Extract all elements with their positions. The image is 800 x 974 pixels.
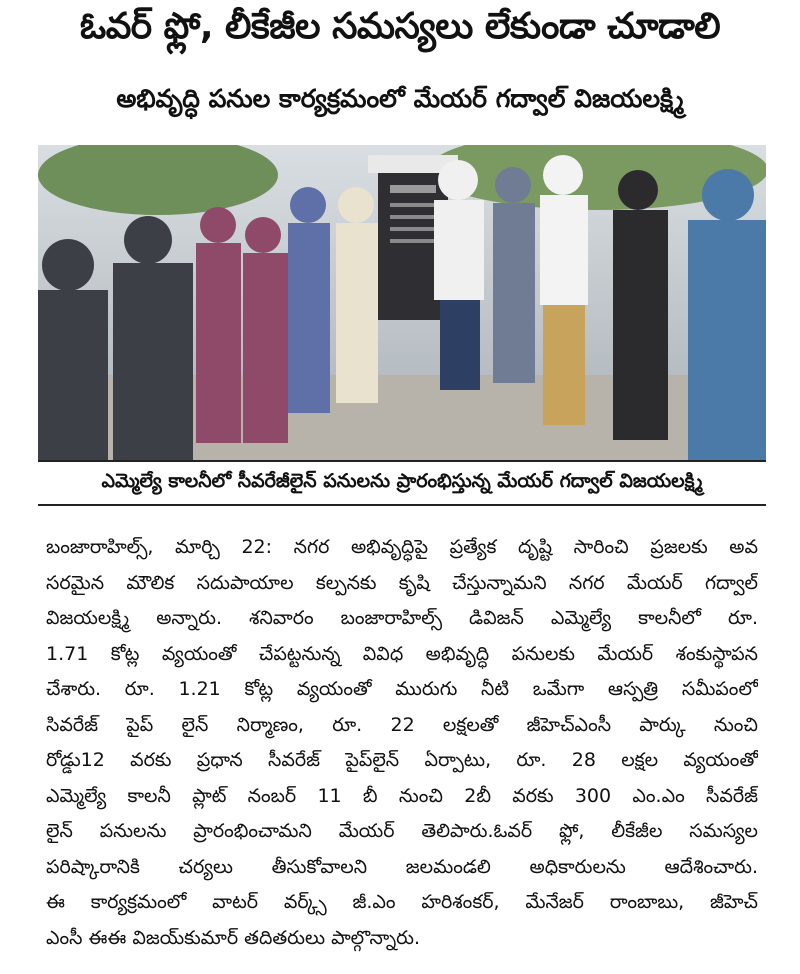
body-line: పరిష్కారానికి చర్యలు తీసుకోవాలని జలమండలి అధికారులను ఆదేశించారు.: [46, 855, 758, 878]
body-line: బంజారాహిల్స్, మార్చి 22: నగర అభివృద్ధిపై ప్రత్యేక దృష్టి సారించి ప్రజలకు అవ: [46, 536, 758, 558]
body-line: సరమైన మౌలిక సదుపాయాల కల్పనకు కృషి చేస్తున్నామని నగర మేయర్ గద్వాల్: [46, 571, 758, 594]
headline: ఓవర్ ఫ్లో, లీకేజీల సమస్యలు లేకుండా చూడాలి: [79, 6, 721, 47]
photo-caption: ఎమ్మెల్యే కాలనీలో సీవరేజీలైన్ పనులను ప్రారంభిస్తున్న మేయర్ గద్వాల్ విజయలక్ష్మి: [38, 460, 766, 506]
body-line: సివరేజ్ పైప్ లైన్ నిర్మాణం, రూ. 22 లక్షలతో జీహెచ్ఎంసీ పార్కు నుంచి: [46, 713, 758, 736]
body-line: ఎమ్మెల్యే కాలనీ ప్లాట్ నంబర్ 11 బీ నుంచి 2బీ వరకు 300 ఎం.ఎం సీవరేజ్: [46, 784, 758, 807]
body-line: ఈ కార్యక్రమంలో వాటర్ వర్క్స్ జీ.ఎం హరిశంకర్, మేనేజర్ రాంబాబు, జీహెచ్: [46, 891, 758, 913]
body-line: చేశారు. రూ. 1.21 కోట్ల వ్యయంతో మురుగు నీటి ఒమేగా ఆస్పత్రి సమీపంలో: [46, 678, 758, 700]
article-body: [46, 530, 758, 956]
news-photo: [38, 145, 766, 460]
news-photo-illustration: [38, 145, 766, 460]
body-line: రోడ్డు12 వరకు ప్రధాన సీవరేజ్ పైప్‌లైన్ ఏర్పాటు, రూ. 28 లక్షల వ్యయంతో: [46, 749, 758, 771]
body-line: 1.71 కోట్ల వ్యయంతో చేపట్టనున్న వివిధ అభివృద్ధి పనులకు మేయర్ శంకుస్థాపన: [46, 642, 758, 665]
body-line: లైన్ పనులను ప్రారంభించామని మేయర్ తెలిపారు.ఓవర్ ఫ్లో, లీకేజీల సమస్యల: [46, 820, 758, 842]
body-line: విజయలక్ష్మి అన్నారు. శనివారం బంజారాహిల్స్ డివిజన్ ఎమ్మెల్యే కాలనీలో రూ.: [46, 607, 758, 629]
subheadline: అభివృద్ధి పనుల కార్యక్రమంలో మేయర్ గద్వాల్ విజయలక్ష్మి: [116, 84, 684, 113]
body-line: ఎంసీ ఈఈ విజయ్‌కుమార్ తదితరులు పాల్గొన్నారు.: [46, 926, 421, 949]
